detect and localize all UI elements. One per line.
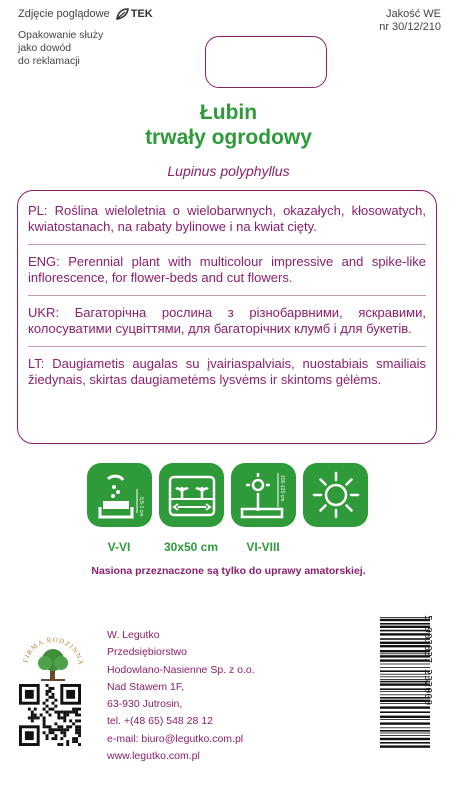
description-lt: LT: Daugiametis augalas su įvairiaspalviais, nuostabiais smailiais žiedynais, skirtas daugiametėms lysvėms ir skintoms gėlėms. — [28, 356, 426, 387]
product-name-line1: Łubin — [199, 101, 258, 124]
divider — [28, 295, 426, 296]
sowing-period: V-VI — [107, 540, 131, 554]
logo-text: FIRMA RODZINNA — [21, 635, 85, 667]
leaf-icon — [116, 8, 129, 20]
spacing-icon — [159, 463, 224, 527]
sowing-icon — [87, 463, 152, 527]
description-eng: ENG: Perennial plant with multicolour impressive and spike-like inflorescence, for flower-beds and cut flowers. — [28, 254, 426, 285]
quality-label: Jakość WE — [385, 8, 441, 20]
company-website: www.legutko.com.pl — [107, 750, 200, 763]
qr-code[interactable] — [19, 684, 81, 746]
description-pl: PL: Roślina wieloletnia o wielobarwnych, okazałych, kłosowatych, kwiatostanach, na rabaty bylinowe i na kwiat cięty. — [28, 203, 426, 234]
amateur-notice: Nasiona przeznaczone są tylko do uprawy amatorskiej. — [91, 565, 366, 577]
product-name-line2: trwały ogrodowy — [145, 126, 312, 149]
latin-name: Lupinus polyphyllus — [167, 163, 290, 179]
header-left — [18, 8, 153, 20]
company-name: W. Legutko — [107, 629, 160, 641]
product-title — [0, 100, 457, 150]
description-box — [17, 190, 437, 444]
divider — [28, 346, 426, 347]
sowing-depth-label: 0,5-1 cm — [137, 497, 144, 517]
flowering-height-icon — [231, 463, 296, 527]
company-address: W. Legutko Przedsiębiorstwo Hodowlano-Nasienne Sp. z o.o. Nad Stawem 1F, 63-930 Jutrosin, tel. +(48 65) 548 28 12 e-mail: biuro@legutko.com.pl www.legutko.com.pl — [107, 627, 255, 765]
description-ukr: UKR: Багаторічна рослина з різнобарвними, яскравими, колосуватими суцвіттями, для багаторічних клумб і для букетів. — [28, 305, 426, 336]
barcode-digits: 5 903837 232000 — [422, 615, 433, 706]
quality-info — [379, 8, 441, 34]
company-email: e-mail: biuro@legutko.com.pl — [107, 732, 244, 745]
serial-number: nr 30/12/210 — [379, 21, 441, 33]
hanger-cutout — [205, 36, 327, 88]
photo-note: Zdjęcie poglądowe — [18, 8, 110, 20]
flowering-height-label: 100-120 cm — [278, 475, 285, 502]
sun-icon — [303, 463, 368, 527]
tek-brand: TEK — [116, 8, 153, 20]
disclaimer: Opakowanie służy jako dowód do reklamacji — [18, 29, 104, 67]
family-company-logo — [17, 628, 89, 688]
pictogram-labels — [0, 540, 457, 558]
flowering-period: VI-VIII — [246, 540, 280, 554]
divider — [28, 244, 426, 245]
pictogram-row — [87, 463, 368, 527]
company-phone: tel. +(48 65) 548 28 12 — [107, 715, 213, 728]
spacing-value: 30x50 cm — [163, 540, 219, 554]
